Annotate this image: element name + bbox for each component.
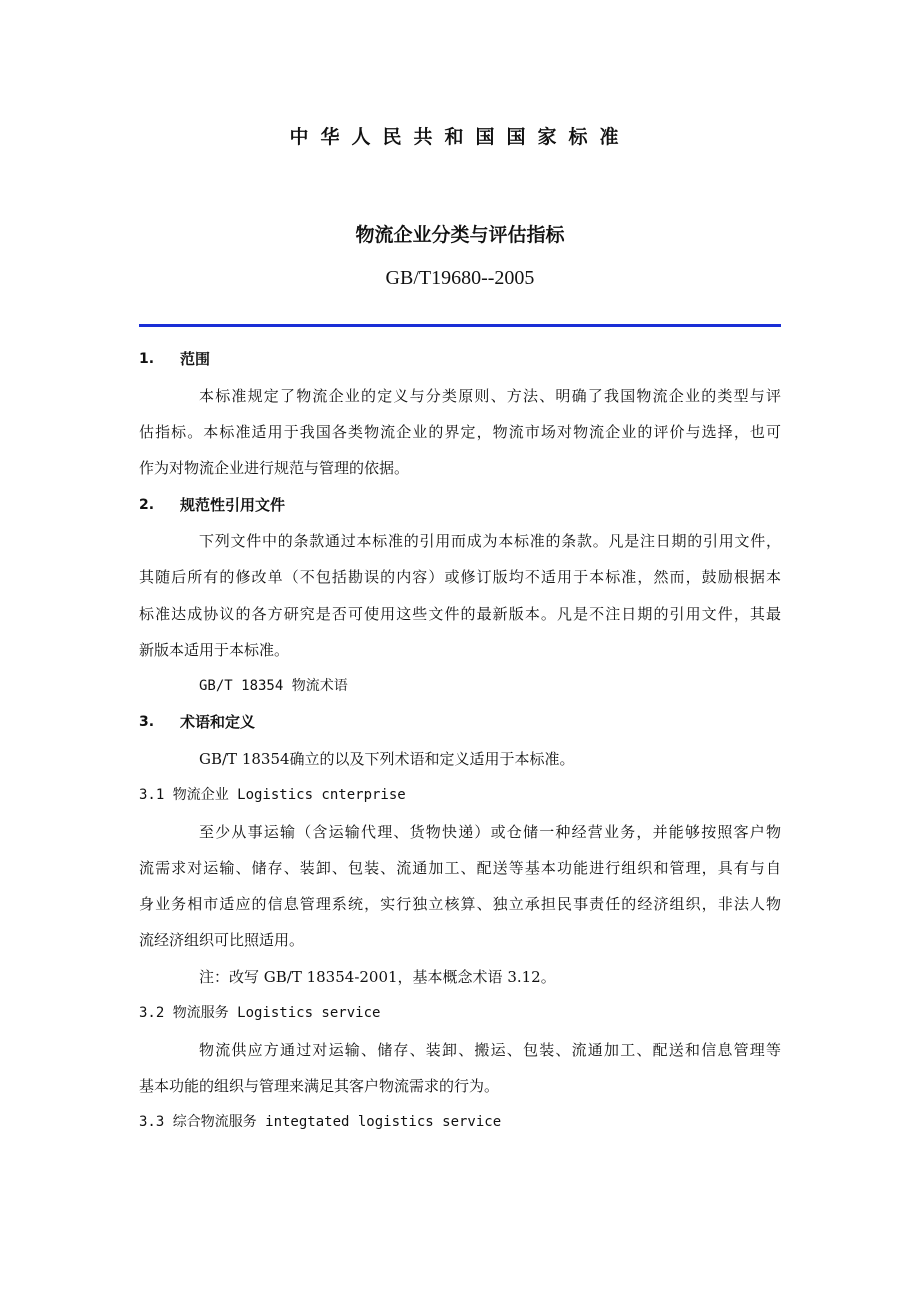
term-3-2-paragraph-line: 物流供应方通过对运输、储存、装卸、搬运、包装、流通加工、配送和信息管理等 [199, 1041, 781, 1059]
standard-code: GB/T19680--2005 [385, 267, 535, 289]
term-3-1-heading: 3.1 物流企业 Logistics cnterprise [139, 787, 406, 803]
section-2-number: 2. [139, 497, 155, 513]
term-3-1-note: 注：改写 GB/T 18354-2001，基本概念术语 3.12。 [199, 968, 556, 986]
section-2-reference: GB/T 18354 物流术语 [199, 678, 348, 694]
section-1-paragraph-line: 本标准规定了物流企业的定义与分类原则、方法、明确了我国物流企业的类型与评 [199, 387, 781, 405]
section-2-title: 规范性引用文件 [180, 496, 286, 514]
term-3-1-paragraph-line: 流经济组织可比照适用。 [139, 931, 305, 949]
term-3-1-paragraph-line: 至少从事运输（含运输代理、货物快递）或仓储一种经营业务，并能够按照客户物 [199, 823, 781, 841]
section-3-number: 3. [139, 714, 155, 730]
section-2-paragraph-line: 标准达成协议的各方研究是否可使用这些文件的最新版本。凡是不注日期的引用文件，其最 [139, 605, 781, 623]
section-3-title: 术语和定义 [180, 713, 256, 731]
section-1-number: 1. [139, 351, 155, 367]
term-3-3-heading: 3.3 综合物流服务 integtated logistics service [139, 1114, 502, 1130]
term-3-1-paragraph-line: 身业务相市适应的信息管理系统，实行独立核算、独立承担民事责任的经济组织，非法人物 [139, 895, 781, 913]
section-1-paragraph-line: 估指标。本标准适用于我国各类物流企业的界定，物流市场对物流企业的评价与选择，也可 [139, 423, 781, 441]
section-2-paragraph-line: 新版本适用于本标准。 [139, 641, 290, 659]
title-divider [139, 324, 781, 327]
section-1-paragraph-line: 作为对物流企业进行规范与管理的依据。 [139, 459, 410, 477]
section-1-title: 范围 [180, 350, 211, 368]
term-3-2-paragraph-line: 基本功能的组织与管理来满足其客户物流需求的行为。 [139, 1077, 500, 1095]
section-3-intro: GB/T 18354确立的以及下列术语和定义适用于本标准。 [199, 750, 575, 768]
document-title: 物流企业分类与评估指标 [355, 224, 565, 246]
term-3-2-heading: 3.2 物流服务 Logistics service [139, 1005, 381, 1021]
section-2-paragraph-line: 下列文件中的条款通过本标准的引用而成为本标准的条款。凡是注日期的引用文件， [199, 532, 781, 550]
term-3-1-paragraph-line: 流需求对运输、储存、装卸、包装、流通加工、配送等基本功能进行组织和管理，具有与自 [139, 859, 781, 877]
section-2-paragraph-line: 其随后所有的修改单（不包括勘误的内容）或修订版均不适用于本标准，然而，鼓励根据本 [139, 568, 781, 586]
national-standard-heading: 中华人民共和国国家标准 [289, 126, 631, 148]
